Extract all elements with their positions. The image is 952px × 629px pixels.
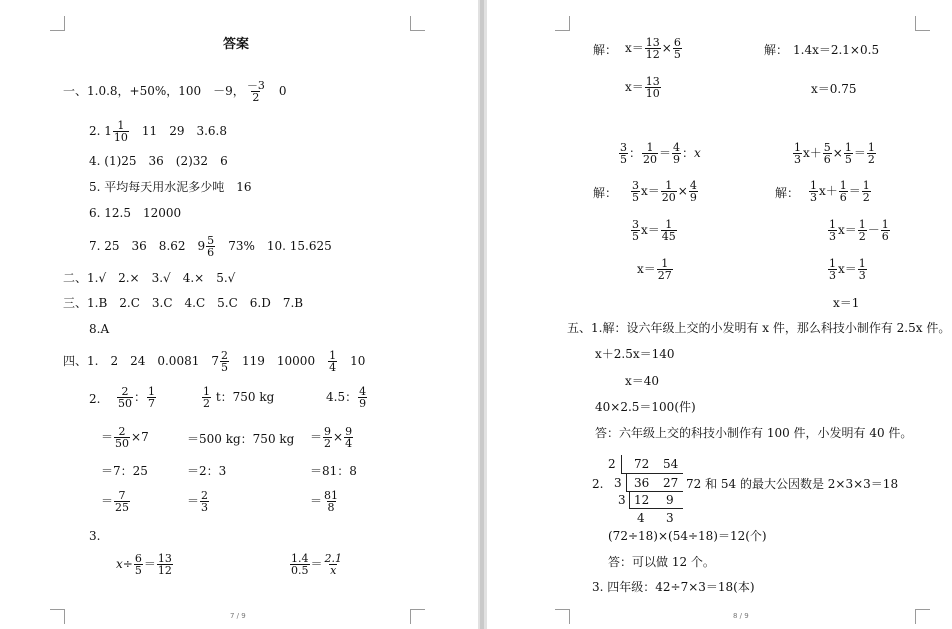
- math-expression: $\frac{3}{5}$ ： $\frac{1}{20}$ ＝ $\frac{4}{9}$ ：x: [620, 141, 701, 166]
- solve-label: 解：: [764, 43, 789, 57]
- question-number: 2.: [592, 477, 604, 491]
- answer-line: 2. 1 $\frac{1}{10}$ 11 29 3.6.8: [89, 119, 227, 144]
- math-expression: x＝ $\frac{13}{10}$: [625, 75, 660, 100]
- math-expression: 4.5： $\frac{4}{9}$: [326, 385, 367, 410]
- math-expression: $\frac{1}{3}$ x＝ $\frac{1}{2}$ － $\frac{1}{6}$: [829, 218, 889, 243]
- answer-line: 答：可以做 12 个。: [608, 555, 715, 569]
- solve-label: 解：: [775, 186, 800, 200]
- answer-line: 四、1. 2 24 0.0081 7 $\frac{2}{5}$ 119 10000 $\frac{1}{4}$ 10: [63, 349, 366, 374]
- answer-line: 三、1.B 2.C 3.C 4.C 5.C 6.D 7.B: [63, 296, 304, 310]
- math-expression: $\frac{1.4}{0.5}$ ＝ $\frac{2.1}{x}$: [291, 552, 343, 577]
- math-expression: $\frac{1}{3}$ x＋ $\frac{1}{6}$ ＝ $\frac{1}{2}$: [810, 179, 870, 204]
- page-number: 8 / 9: [733, 612, 749, 620]
- crop-mark: [555, 16, 570, 31]
- crop-mark: [915, 609, 930, 624]
- math-expression: x＝40: [625, 374, 660, 388]
- math-expression: ＝500 kg：750 kg: [187, 432, 295, 446]
- answer-line: 二、1.√ 2.× 3.√ 4.× 5.√: [63, 271, 236, 285]
- answer-line: 3. 四年级：42÷7×3＝18(本): [592, 580, 755, 594]
- math-expression: ＝81：8: [310, 464, 357, 478]
- solve-label: 解：: [593, 186, 618, 200]
- math-expression: ＝7：25: [101, 464, 148, 478]
- math-expression: ＝2：3: [187, 464, 227, 478]
- math-expression: 1.4x＝2.1×0.5: [793, 43, 880, 57]
- math-expression: x＋2.5x＝140: [595, 347, 675, 361]
- crop-mark: [915, 16, 930, 31]
- answer-line: 4. (1)25 36 (2)32 6: [89, 154, 228, 168]
- crop-mark: [50, 16, 65, 31]
- answer-line: 7. 25 36 8.62 9 $\frac{5}{6}$ 73% 10. 15.625: [89, 234, 332, 259]
- answer-line: 72 和 54 的最大公因数是 2×3×3＝18: [686, 477, 899, 491]
- solve-label: 解：: [593, 43, 618, 57]
- math-expression: x＝1: [833, 296, 860, 310]
- math-expression: x＝0.75: [811, 82, 857, 96]
- math-expression: 40×2.5＝100(件): [595, 400, 696, 414]
- page-title: 答案: [223, 37, 250, 52]
- math-expression: $\frac{1}{3}$ x＝ $\frac{1}{3}$: [829, 257, 866, 282]
- answer-line: 五、1.解：设六年级上交的小发明有 x 件，那么科技小制作有 2.5x 件。: [567, 321, 951, 335]
- crop-mark: [555, 609, 570, 624]
- answer-line: 6. 12.5 12000: [89, 206, 182, 220]
- math-expression: $\frac{3}{5}$ x＝ $\frac{1}{20}$ × $\frac{4}{9}$: [632, 179, 697, 204]
- math-expression: $\frac{1}{2}$ t：750 kg: [203, 385, 275, 410]
- question-number: 2.: [89, 392, 101, 406]
- math-expression: $\frac{3}{5}$ x＝ $\frac{1}{45}$: [632, 218, 676, 243]
- math-expression: ＝ $\frac{81}{8}$: [310, 489, 339, 514]
- crop-mark: [50, 609, 65, 624]
- crop-mark: [410, 16, 425, 31]
- math-expression: ＝ $\frac{2}{3}$: [187, 489, 209, 514]
- answer-line: 一、1.0.8，+50%，100 －9， $\frac{-3}{2}$ 0: [63, 79, 287, 104]
- math-expression: x＝ $\frac{1}{27}$: [637, 257, 672, 282]
- math-expression: (72÷18)×(54÷18)＝12(个): [608, 529, 767, 543]
- question-number: 3.: [89, 529, 101, 543]
- answer-line: 8.A: [89, 322, 110, 336]
- answer-line: 答：六年级上交的科技小制作有 100 件，小发明有 40 件。: [595, 426, 913, 440]
- math-expression: ＝ $\frac{7}{25}$: [101, 489, 130, 514]
- math-expression: ＝ $\frac{9}{2}$ × $\frac{9}{4}$: [310, 425, 353, 450]
- crop-mark: [410, 609, 425, 624]
- page-8: 解： x＝ $\frac{13}{12}$ × $\frac{6}{5}$ 解： 1.4x＝2.1×0.5 x＝ $\frac{13}{10}$ x＝0.75 $\frac{3}{5}$ ： $\frac{1}{20}$ ＝ $\frac{4}{9}$ ：x $\frac{1}{3}$ x＋ $\frac{5}{6}$ × $\frac{1}{5}$ ＝ $\frac{1}{2}$ 解： $\frac{3}{5}$ x＝ $\frac{1}{20}$ × $\frac{4}{9}$ 解： $\frac{1}{3}$ x＋ $\frac{1}{6}$ ＝ $\frac{1}{2}$ $\frac{3}{5}$ x＝ $\frac{1}{45}$ $\frac{1}{3}$ x＝ $\frac{1}{2}$ － $\frac{1}{6}$ x＝ $\frac{1}{27}$ $\frac{1}{3}$ x＝ $\frac{1}{3}$ x＝1 五、1.解：设六年级上交的小发明有 x 件，那么科技小制作有 2.5x 件。 x＋2.5x＝140 x＝40 40×2.5＝100(件) 答：六年级上交的科技小制作有 100 件，小发明有 40 件。 2 72 54 3 36 27 3 12 9 4 3 2. 72 和 54 的最大公因数是 2×3×3＝18 (72÷18)×(54÷18)＝12(个) 答：可以做 12 个。 3. 四年级：42÷7×3＝18(本) 8 / 9: [487, 0, 952, 629]
- math-expression: x÷ $\frac{6}{5}$ ＝ $\frac{13}{12}$: [116, 552, 172, 577]
- math-expression: $\frac{1}{3}$ x＋ $\frac{5}{6}$ × $\frac{1}{5}$ ＝ $\frac{1}{2}$: [794, 141, 875, 166]
- page-number: 7 / 9: [230, 612, 246, 620]
- math-expression: $\frac{2}{50}$ ： $\frac{1}{7}$: [118, 385, 156, 410]
- math-expression: ＝ $\frac{2}{50}$ ×7: [101, 425, 149, 450]
- answer-line: 5. 平均每天用水泥多少吨 16: [89, 180, 252, 194]
- page-gutter: [478, 0, 487, 629]
- math-expression: x＝ $\frac{13}{12}$ × $\frac{6}{5}$: [625, 36, 681, 61]
